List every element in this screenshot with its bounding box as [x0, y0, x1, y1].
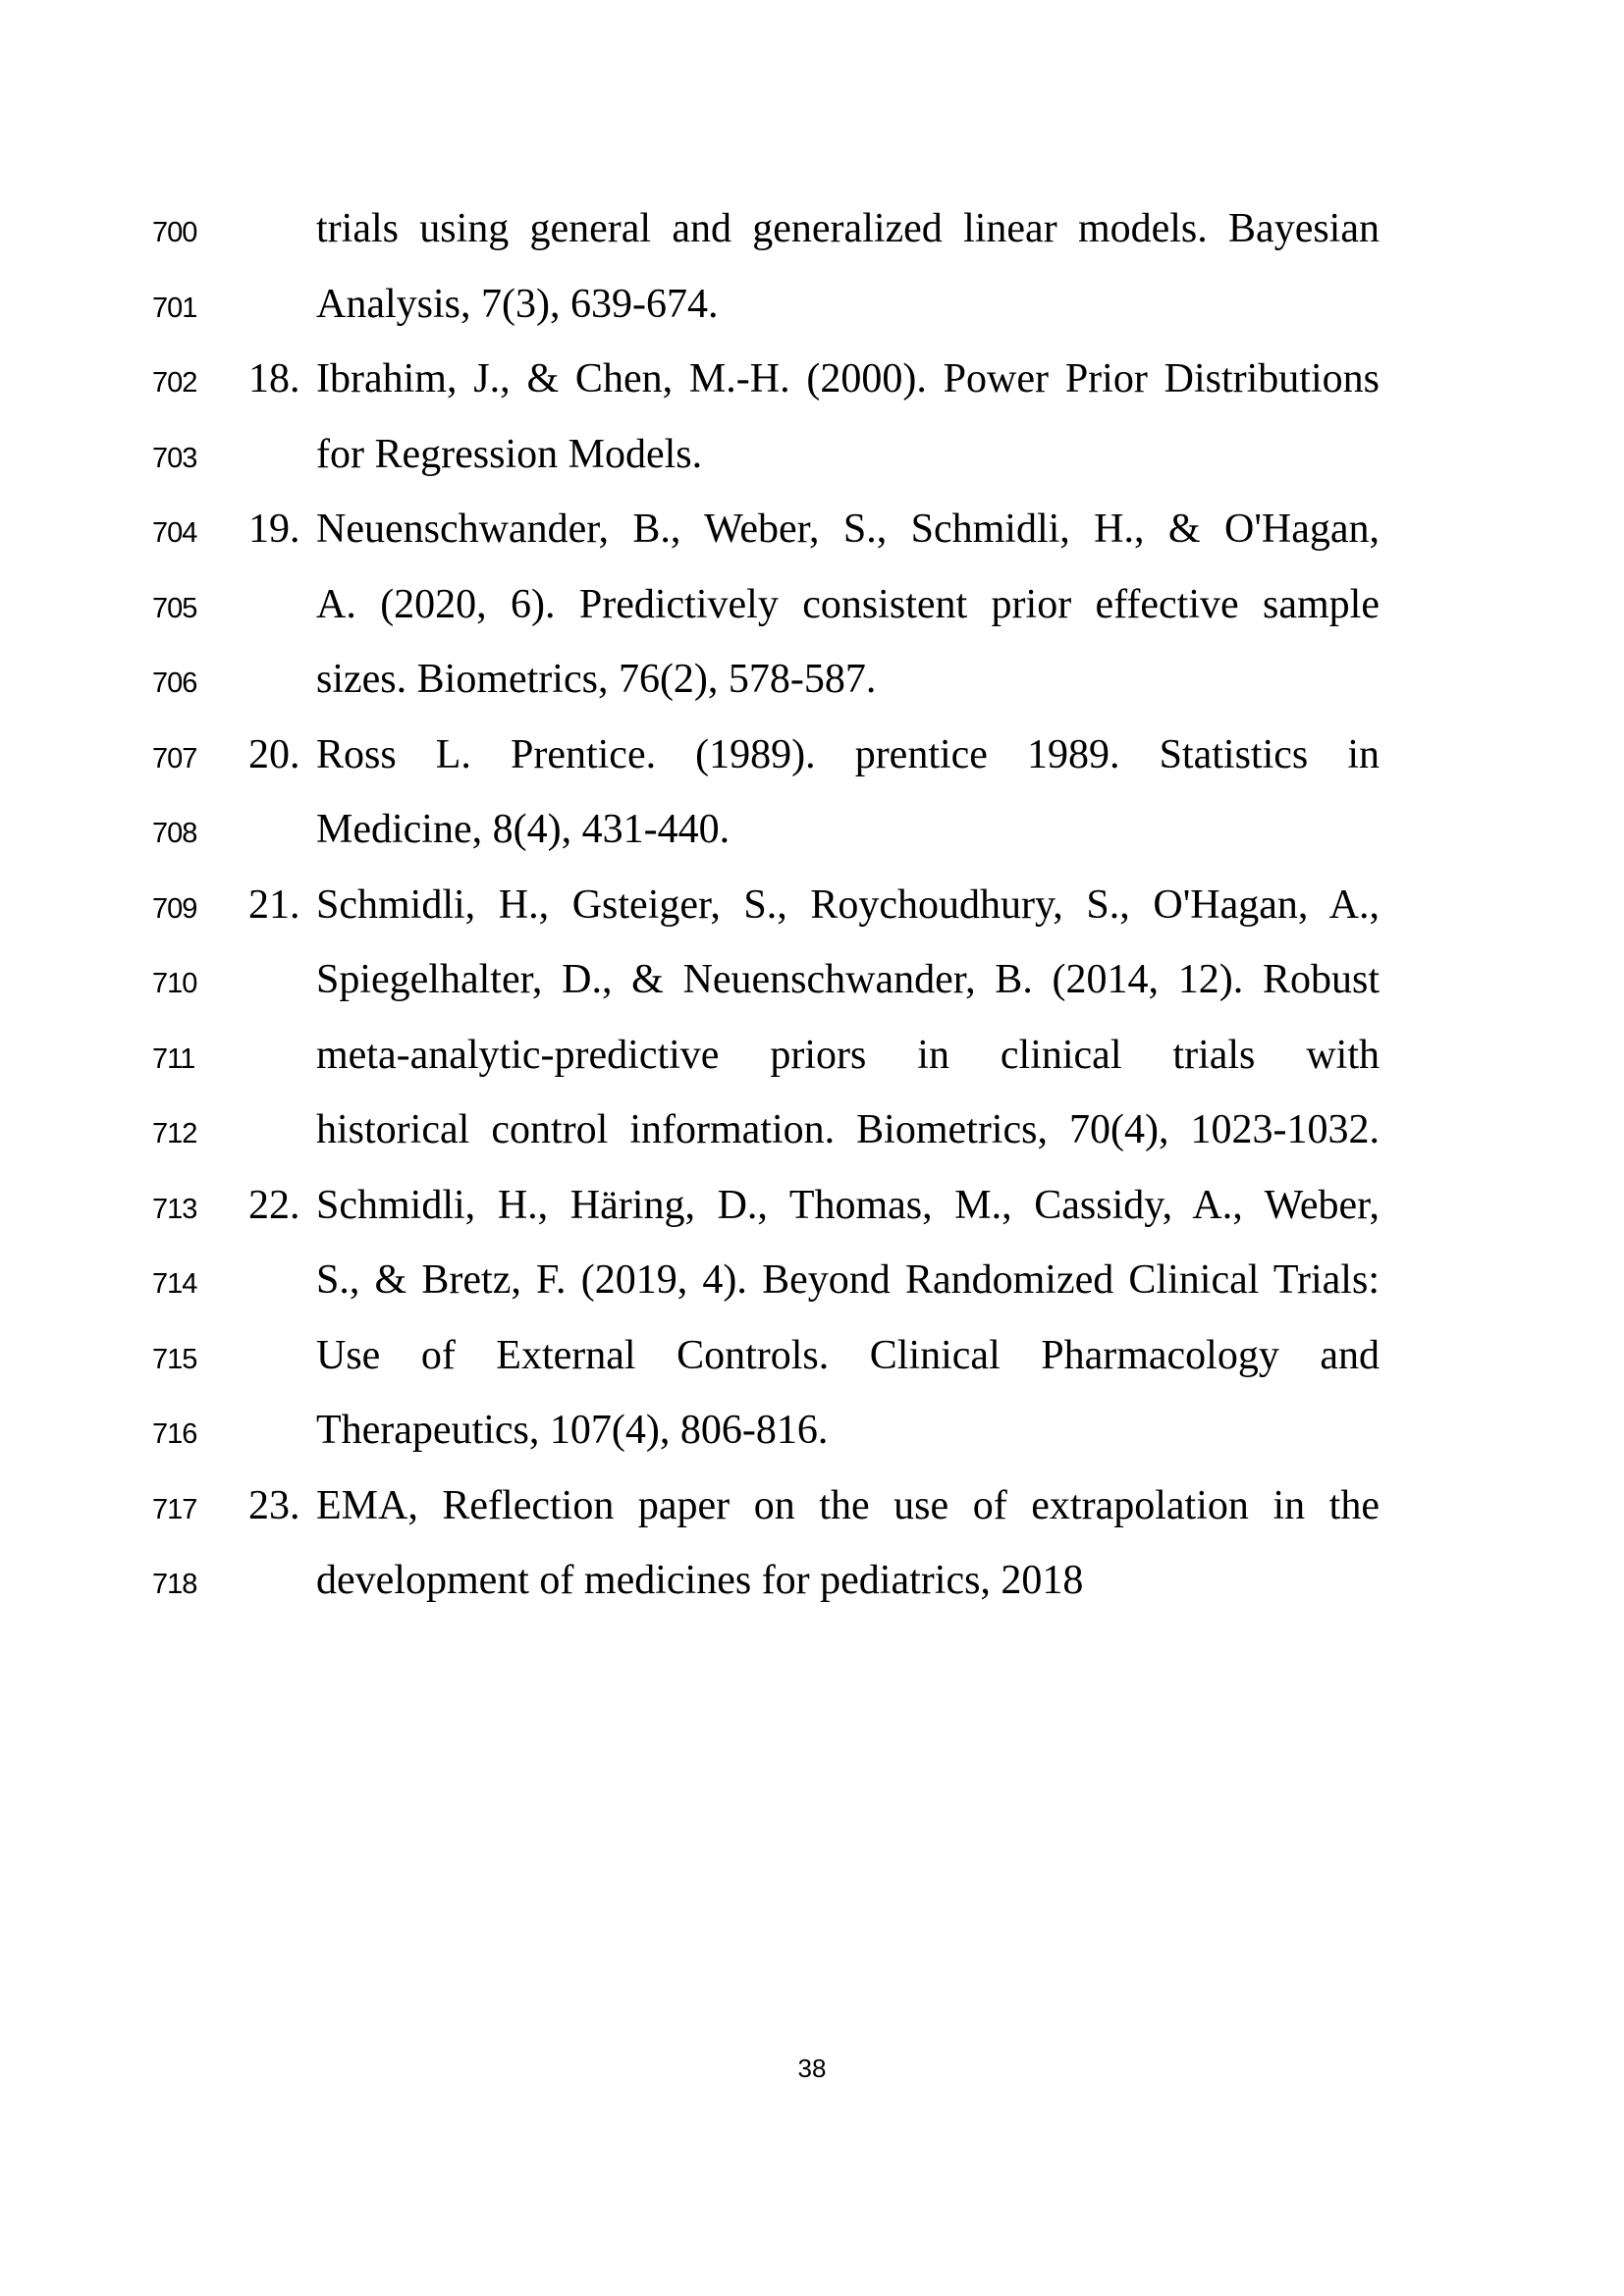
line-number: 717 [152, 1493, 197, 1525]
reference-text: Ross L. Prentice. (1989). prentice 1989. Statistics in [316, 731, 1380, 777]
line-number: 712 [152, 1118, 197, 1149]
reference-text: Schmidli, H., Gsteiger, S., Roychoudhury, S., O'Hagan, A., [316, 881, 1380, 928]
references-list [152, 191, 1380, 1619]
reference-text: sizes. Biometrics, 76(2), 578-587. [316, 657, 877, 702]
line-number: 707 [152, 742, 197, 774]
reference-text: trials using general and generalized linear models. Bayesian [316, 206, 1380, 251]
reference-number: 23. [248, 1482, 300, 1528]
line-number: 701 [152, 292, 197, 324]
page-number: 38 [797, 2054, 827, 2083]
reference-number: 18. [248, 356, 300, 401]
reference-text: Medicine, 8(4), 431-440. [316, 807, 731, 852]
reference-text: for Regression Models. [316, 431, 703, 477]
line-number: 706 [152, 667, 197, 699]
line-number: 705 [152, 592, 197, 624]
reference-text: historical control information. Biometrics, 70(4), 1023-1032. [316, 1107, 1380, 1152]
reference-number: 21. [248, 881, 300, 928]
reference-text: Spiegelhalter, D., & Neuenschwander, B. (2014, 12). Robust [316, 957, 1380, 1002]
line-number: 713 [152, 1193, 197, 1225]
line-number: 704 [152, 517, 197, 549]
reference-text: Analysis, 7(3), 639-674. [316, 281, 719, 327]
line-number: 716 [152, 1418, 197, 1450]
reference-text: Schmidli, H., Häring, D., Thomas, M., Cassidy, A., Weber, [316, 1182, 1380, 1228]
reference-text: Ibrahim, J., & Chen, M.-H. (2000). Power Prior Distributions [316, 356, 1380, 401]
reference-text: Therapeutics, 107(4), 806-816. [316, 1408, 829, 1453]
line-number: 718 [152, 1569, 197, 1600]
line-number: 715 [152, 1343, 197, 1375]
line-number: 700 [152, 217, 197, 248]
reference-text: EMA, Reflection paper on the use of extrapolation in the [316, 1482, 1380, 1528]
reference-number: 19. [248, 507, 300, 552]
reference-text: meta-analytic-predictive priors in clinical trials with [316, 1032, 1380, 1078]
reference-text: Use of External Controls. Clinical Pharmacology and [316, 1332, 1380, 1378]
line-number: 714 [152, 1268, 197, 1300]
reference-text: S., & Bretz, F. (2019, 4). Beyond Randomized Clinical Trials: [316, 1257, 1380, 1303]
line-number: 711 [152, 1042, 195, 1075]
line-number: 702 [152, 367, 197, 399]
reference-number: 20. [248, 731, 300, 777]
line-number: 709 [152, 892, 197, 925]
reference-number: 22. [248, 1182, 300, 1228]
line-number: 708 [152, 818, 197, 849]
reference-text: development of medicines for pediatrics, 2018 [316, 1558, 1084, 1603]
reference-text: Neuenschwander, B., Weber, S., Schmidli, H., & O'Hagan, [316, 507, 1380, 552]
line-number: 703 [152, 442, 197, 474]
reference-text: A. (2020, 6). Predictively consistent prior effective sample [316, 581, 1380, 627]
line-number: 710 [152, 968, 197, 999]
